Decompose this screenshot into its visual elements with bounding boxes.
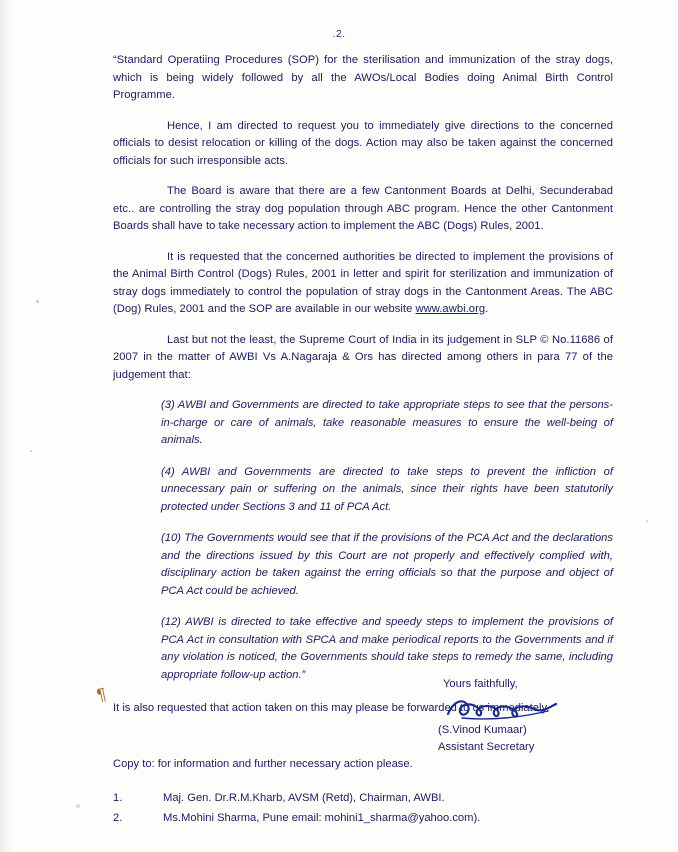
quote-item-4: (4) AWBI and Governments are directed to take steps to prevent the infliction of unnecessary pain or suffering on the animals, since their rights have been statutorily protected under Sections 3 and 11 of PCA Act.: [161, 465, 613, 513]
copy-to-title: Copy to: for information and further necessary action please.: [113, 758, 413, 770]
margin-pen-mark: ¶: [95, 684, 108, 705]
paper-speck: [30, 450, 32, 452]
page-edge-shadow: [0, 0, 14, 852]
letter-body: [113, 52, 613, 718]
paragraph-text-before-link: It is requested that the concerned authorities be directed to implement the provisions of the Animal Birth Control (Dogs) Rules, 2001 in letter and spirit for sterilization and immunization of stray dogs immediately to control the population of stray dogs in the Cantonment Areas. The ABC (Dog) Rules, 2001 and the SOP are available in our website: [113, 250, 613, 315]
signatory-name: (S.Vinod Kumaar): [438, 723, 527, 736]
copy-item-text: Ms.Mohini Sharma, Pune email: mohini1_sharma@yahoo.com).: [163, 812, 481, 824]
signatory-designation: Assistant Secretary: [438, 741, 535, 753]
paragraph-request-directions: Hence, I am directed to request you to immediately give directions to the concerned officials to desist relocation or killing of the dogs. Action may also be taken against the concerned officials for such irresponsible acts.: [113, 119, 613, 167]
awbi-website-link[interactable]: www.awbi.org: [415, 303, 486, 315]
quote-item-10: (10) The Governments would see that if the provisions of the PCA Act and the declarations and the directions issued by this Court are not properly and effectively complied with, disciplinary action be taken against the erring officials so that the purpose and object of PCA Act could be achieved.: [161, 532, 613, 597]
paragraph-supreme-court: Last but not the least, the Supreme Court of India in its judgement in SLP © No.11686 of 2007 in the matter of AWBI Vs A.Nagaraja & Ors has directed among others in para 77 of the judgement that:: [113, 333, 613, 381]
copy-to-section: [113, 756, 633, 831]
yours-faithfully-label: Yours faithfully,: [443, 678, 518, 690]
signature-block: [430, 676, 630, 757]
paragraph-text-after-link: .: [485, 303, 489, 315]
paragraph-cantonment-boards: The Board is aware that there are a few Cantonment Boards at Delhi, Secunderabad etc.. are controlling the stray dog population through ABC program. Hence the other Cantonment Boards shall have to take necessary action to implement the ABC (Dogs) Rules, 2001.: [113, 185, 613, 232]
handwritten-signature-icon: [444, 696, 630, 722]
quote-item-3: (3) AWBI and Governments are directed to take appropriate steps to see that the persons-in-charge or care of animals, take reasonable measures to ensure the well-being of animals.: [161, 399, 613, 446]
copy-item-text: Maj. Gen. Dr.R.M.Kharb, AVSM (Retd), Chairman, AWBI.: [163, 791, 445, 804]
paper-speck: [76, 804, 80, 808]
paragraph-sop-quote: “Standard Operatiing Procedures (SOP) for the sterilisation and immunization of the stray dogs, which is being widely followed by all the AWOs/Local Bodies doing Animal Birth Control Programme.: [113, 54, 613, 101]
list-item: [113, 790, 633, 808]
paragraph-abc-rules-website: [113, 249, 613, 319]
quote-item-12: (12) AWBI is directed to take effective and speedy steps to implement the provisions of PCA Act in consultation with SPCA and make periodical reports to the Governments and if any violation is noticed, the Governments should take steps to remedy the same, including appropriate follow-up action.”: [161, 616, 613, 681]
page-number: .2.: [332, 28, 346, 40]
judgement-quotes: [113, 397, 613, 684]
copy-item-number: 2.: [113, 812, 123, 824]
copy-item-number: 1.: [113, 791, 123, 804]
paper-speck: [646, 520, 648, 522]
list-item: [113, 810, 633, 828]
closing-request: It is also requested that action taken on this may please be forwarded to us immediately.: [113, 702, 550, 714]
paper-speck: [36, 300, 39, 303]
